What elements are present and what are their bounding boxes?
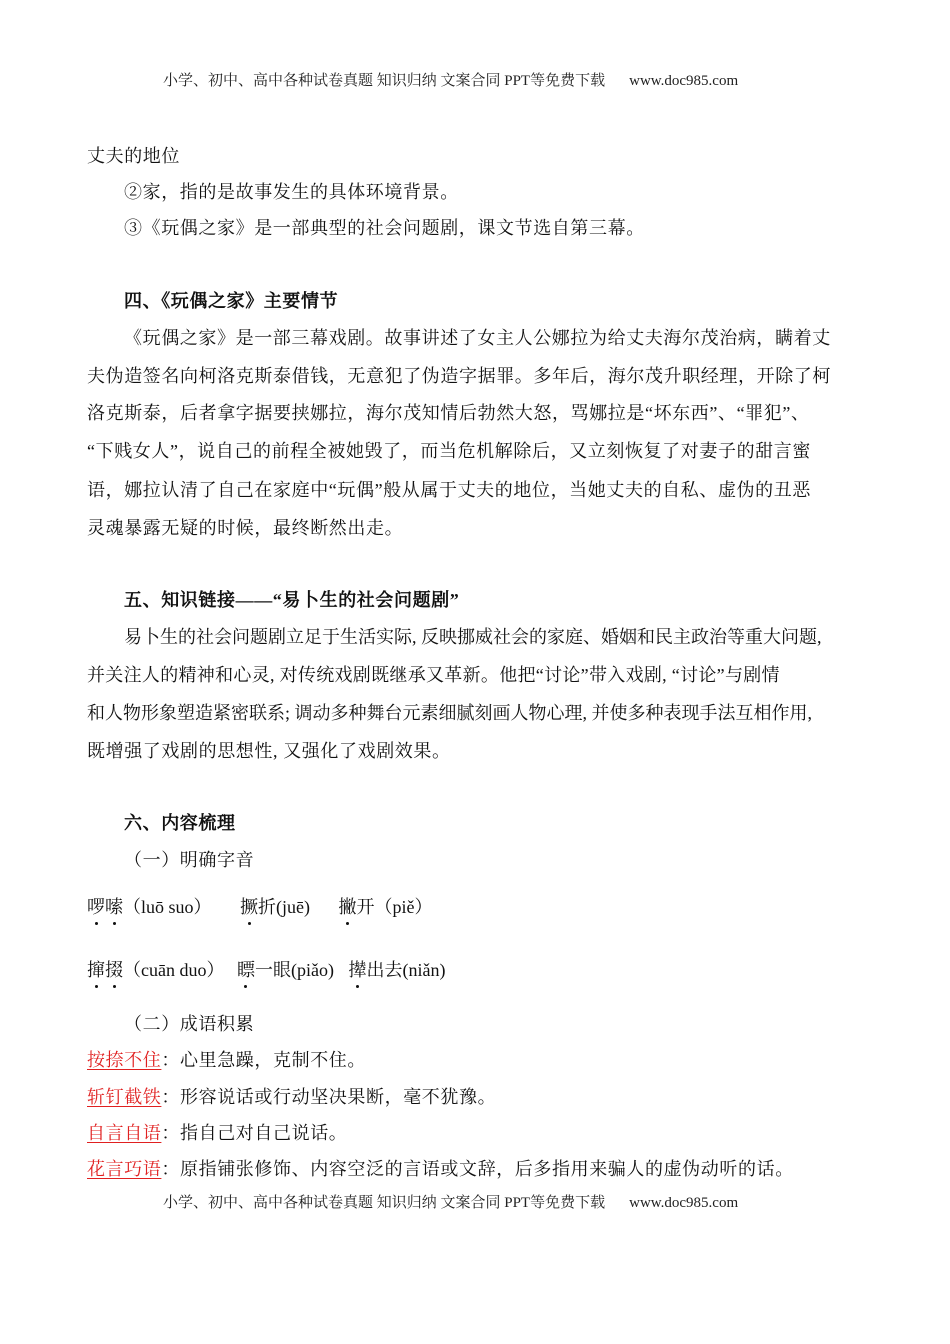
dotted-char: 撅 xyxy=(240,897,259,917)
idiom-definition: ：形容说话或行动坚决果断，毫不犹豫。 xyxy=(161,1087,497,1107)
idiom-term: 按捺不住 xyxy=(87,1050,162,1070)
pinyin: (niǎn) xyxy=(402,960,446,980)
page-footer xyxy=(163,1191,738,1212)
footer-url: www.doc985.com xyxy=(629,1195,739,1211)
char: 一 xyxy=(254,960,273,980)
idiom-term: 花言巧语 xyxy=(87,1159,162,1179)
section-4-line: 语，娜拉认清了自己在家庭中“玩偶”般从属于丈夫的地位，当她丈夫的自私、虚伪的丑恶 xyxy=(87,480,811,500)
char: 开 xyxy=(356,897,375,917)
char: 眼 xyxy=(272,960,291,980)
section-4-title: 四、《玩偶之家》主要情节 xyxy=(124,291,339,311)
subsection-pronunciation: （一）明确字音 xyxy=(124,850,255,870)
dotted-char: 撺 xyxy=(87,960,105,980)
pinyin: （cuān duo） xyxy=(123,960,225,980)
pronunciation-item xyxy=(237,960,334,980)
char: 折 xyxy=(258,897,277,917)
pronunciation-item xyxy=(87,960,224,980)
idiom-item xyxy=(87,1085,496,1109)
subsection-idioms: （二）成语积累 xyxy=(124,1014,255,1034)
dotted-char: 掇 xyxy=(105,960,123,980)
char: 去 xyxy=(384,960,403,980)
section-5-line: 和人物形象塑造紧密联系; 调动多种舞台元素细腻刻画人物心理, 并使多种表现手法互相作用, xyxy=(87,703,812,723)
idiom-definition: ：心里急躁，克制不住。 xyxy=(161,1050,367,1070)
intro-line: 丈夫的地位 xyxy=(87,146,180,166)
header-text: 小学、初中、高中各种试卷真题 知识归纳 文案合同 PPT等免费下载 xyxy=(163,73,606,89)
dotted-char: 撇 xyxy=(338,897,357,917)
pronunciation-item xyxy=(240,897,310,917)
idiom-item xyxy=(87,1121,347,1145)
pinyin: (juē) xyxy=(276,897,310,917)
pinyin: （piě） xyxy=(374,897,433,917)
section-5-title: 五、知识链接——“易卜生的社会问题剧” xyxy=(124,590,460,610)
idiom-item xyxy=(87,1157,794,1181)
section-4-line: 《玩偶之家》是一部三幕戏剧。故事讲述了女主人公娜拉为给丈夫海尔茂治病，瞒着丈 xyxy=(124,328,831,348)
section-6-title: 六、内容梳理 xyxy=(124,813,236,833)
section-4-line: 洛克斯泰，后者拿字据要挟娜拉，海尔茂知情后勃然大怒，骂娜拉是“坏东西”、“罪犯”、 xyxy=(87,403,810,423)
intro-line: ③《玩偶之家》是一部典型的社会问题剧，课文节选自第三幕。 xyxy=(124,218,645,238)
pronunciation-item xyxy=(348,960,445,980)
char: 出 xyxy=(366,960,385,980)
section-5-line: 既增强了戏剧的思想性, 又强化了戏剧效果。 xyxy=(87,741,451,761)
dotted-char: 啰 xyxy=(87,897,105,917)
section-4-line: “下贱女人”，说自己的前程全被她毁了，而当危机解除后，又立刻恢复了对妻子的甜言蜜 xyxy=(87,441,811,461)
idiom-item xyxy=(87,1048,366,1072)
pronunciation-item xyxy=(87,897,212,917)
intro-line: ②家，指的是故事发生的具体环境背景。 xyxy=(124,182,459,202)
section-4-line: 灵魂暴露无疑的时候，最终断然出走。 xyxy=(87,518,404,538)
section-5-line: 易卜生的社会问题剧立足于生活实际, 反映挪威社会的家庭、婚姻和民主政治等重大问题, xyxy=(124,627,822,647)
pronunciation-row xyxy=(87,958,445,982)
pronunciation-item xyxy=(339,897,433,917)
idiom-definition: ：原指铺张修饰、内容空泛的言语或文辞，后多指用来骗人的虚伪动听的话。 xyxy=(161,1159,794,1179)
dotted-char: 瞟 xyxy=(236,960,255,980)
dotted-char: 撵 xyxy=(348,960,367,980)
pinyin: （luō suo） xyxy=(123,897,212,917)
idiom-term: 斩钉截铁 xyxy=(87,1087,162,1107)
idiom-definition: ：指自己对自己说话。 xyxy=(161,1123,348,1143)
section-5-line: 并关注人的精神和心灵, 对传统戏剧既继承又革新。他把“讨论”带入戏剧, “讨论”与剧情 xyxy=(87,665,780,685)
pinyin: (piǎo) xyxy=(290,960,334,980)
footer-text: 小学、初中、高中各种试卷真题 知识归纳 文案合同 PPT等免费下载 xyxy=(163,1195,606,1211)
section-4-line: 夫伪造签名向柯洛克斯泰借钱，无意犯了伪造字据罪。多年后，海尔茂升职经理，开除了柯 xyxy=(87,366,831,386)
dotted-char: 嗦 xyxy=(105,897,123,917)
pronunciation-row xyxy=(87,895,433,919)
page-header xyxy=(163,69,738,90)
header-url: www.doc985.com xyxy=(629,73,739,89)
idiom-term: 自言自语 xyxy=(87,1123,162,1143)
